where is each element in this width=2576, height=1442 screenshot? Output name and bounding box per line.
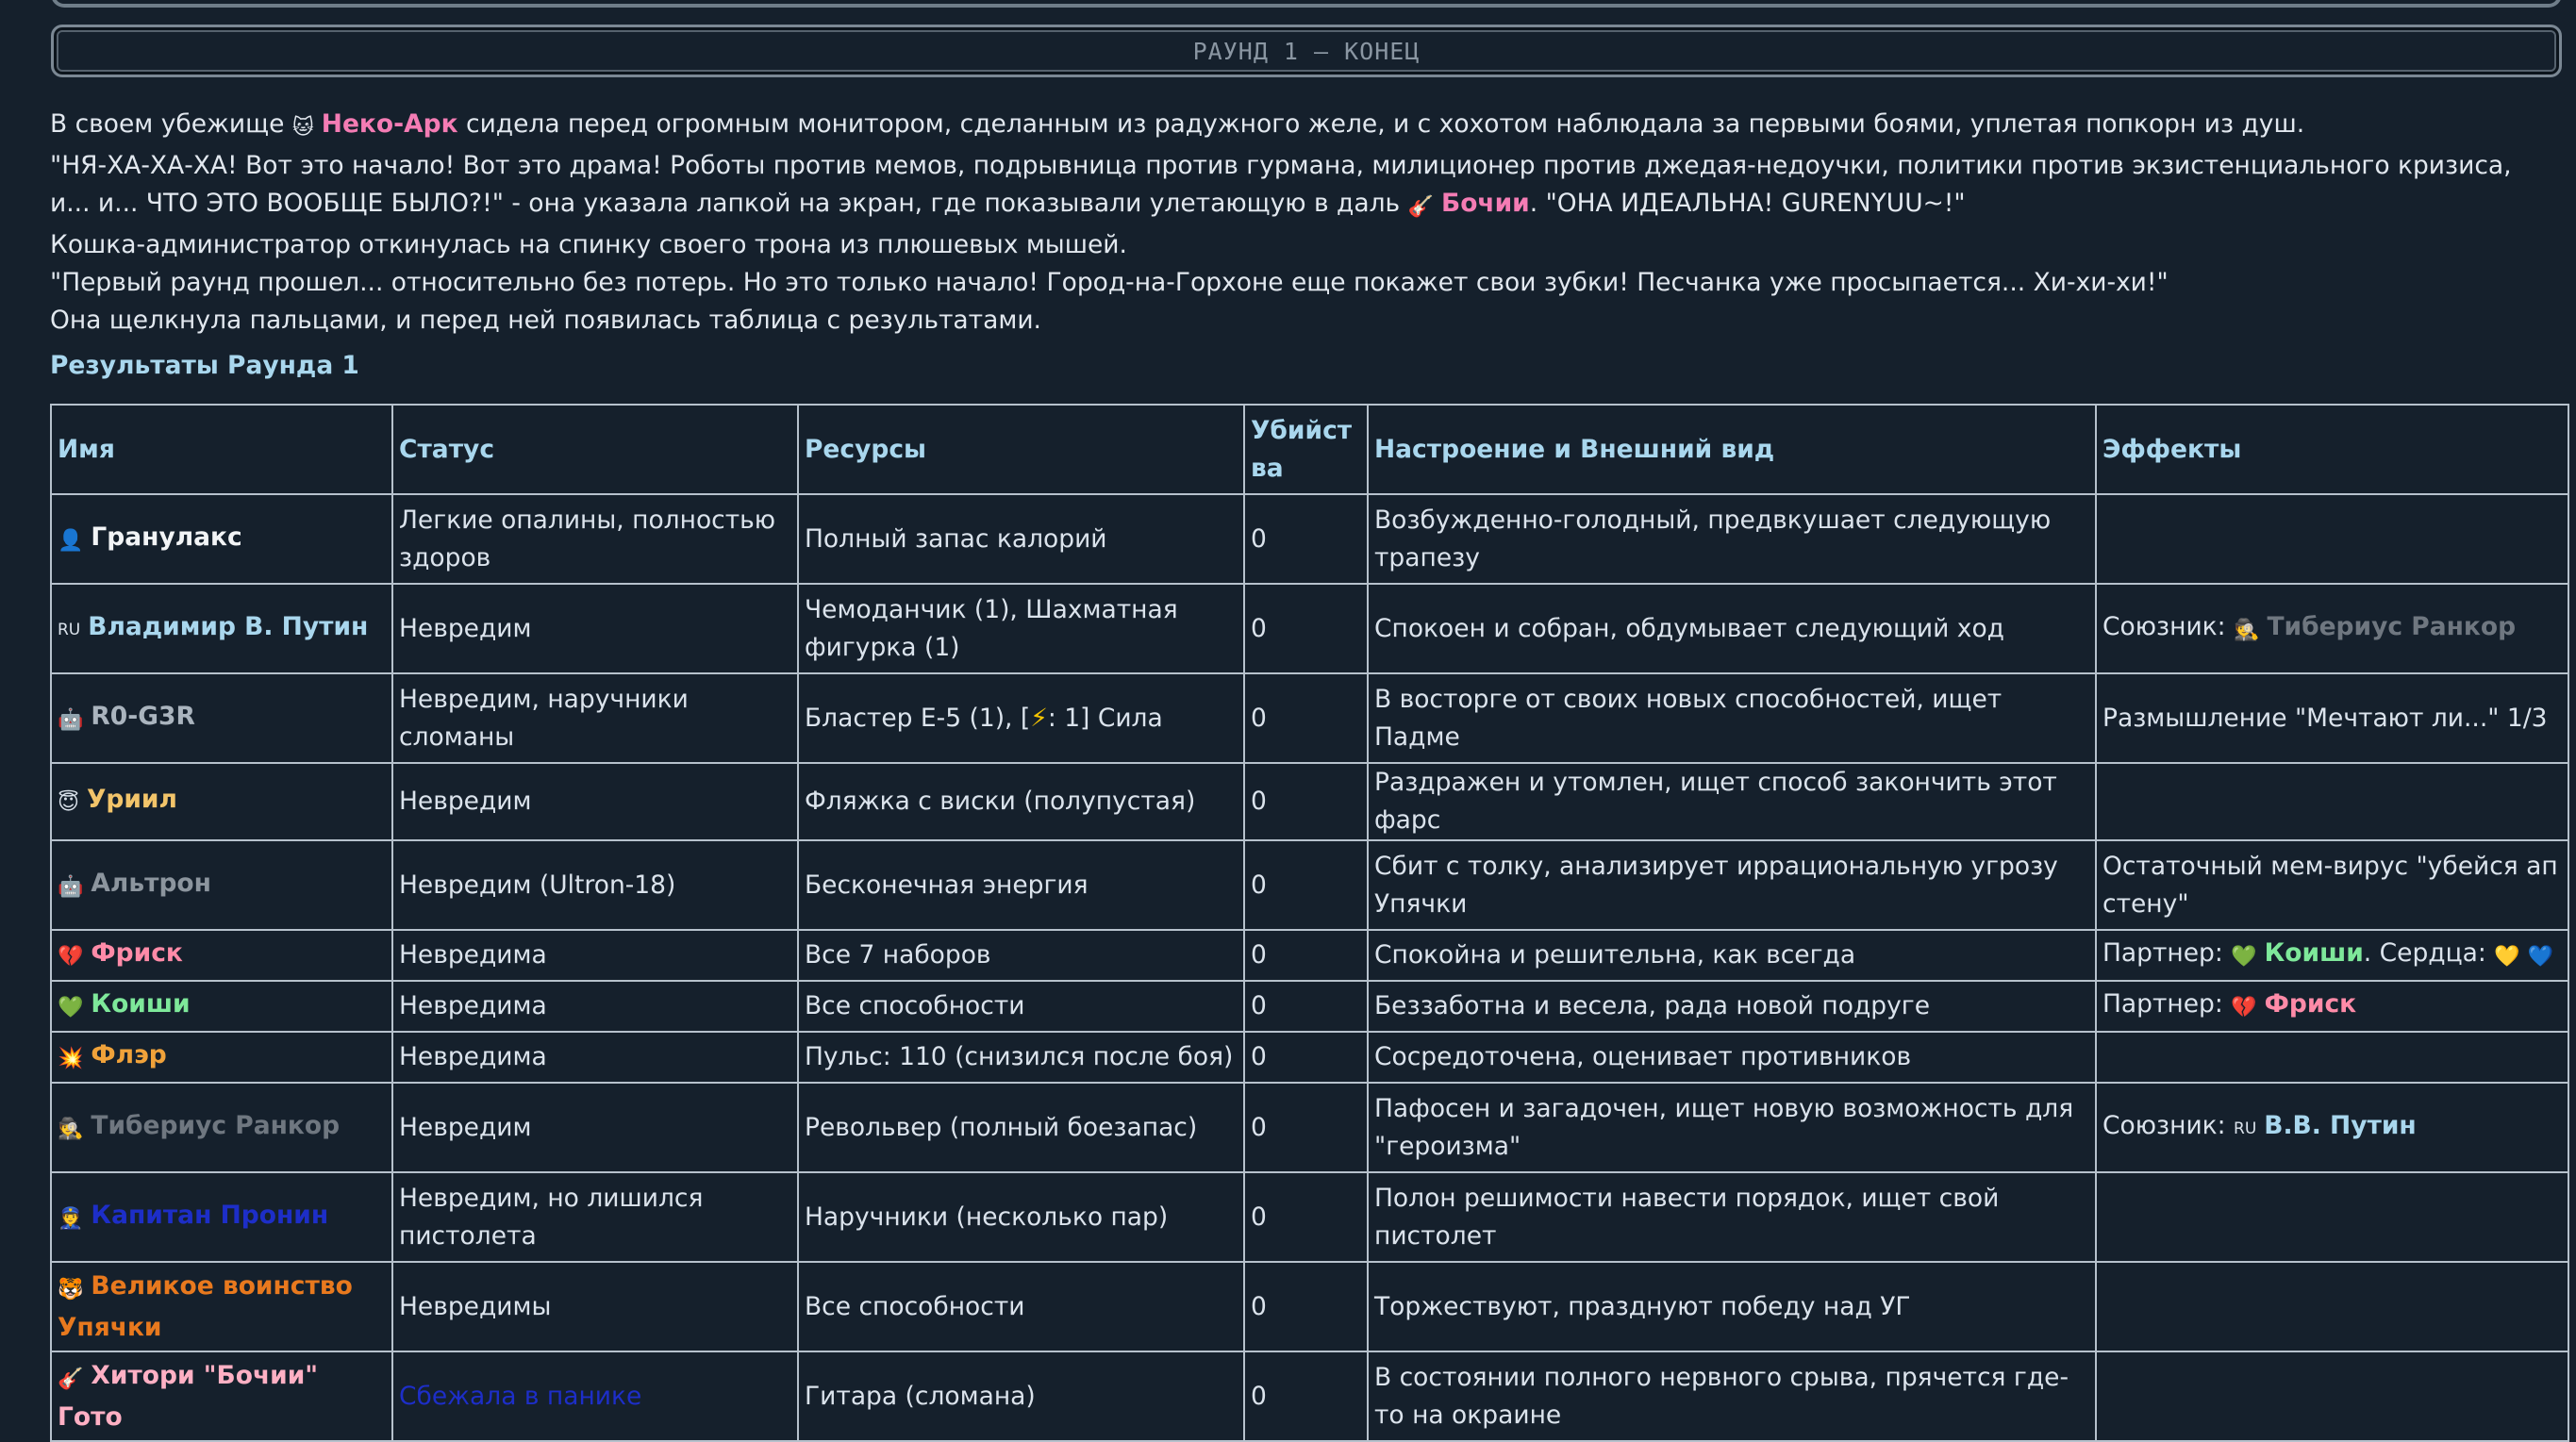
cell-status: Невредим, наручники сломаны (392, 673, 798, 763)
cell-kills: 0 (1244, 673, 1368, 763)
cell-status: Легкие опалины, полностью здоров (392, 494, 798, 584)
effect-label: Партнер: (2102, 938, 2232, 968)
effect-text: . Сердца: (2363, 938, 2495, 968)
column-header-name: Имя (51, 405, 392, 494)
cell-resources: Револьвер (полный боезапас) (798, 1083, 1244, 1172)
table-row (51, 494, 2568, 584)
cell-status: Невредимы (392, 1262, 798, 1351)
broken-heart-icon: 💔 (2231, 996, 2257, 1019)
character-name: Владимир В. Путин (88, 612, 369, 641)
cell-name (51, 763, 392, 840)
cell-mood: Беззаботна и весела, рада новой подруге (1368, 981, 2096, 1032)
table-row (51, 930, 2568, 981)
lightning-icon: ⚡ (1030, 703, 1048, 733)
cell-resources: Все способности (798, 981, 1244, 1032)
results-heading: Результаты Раунда 1 (50, 351, 359, 380)
cell-name (51, 494, 392, 584)
halo-face-icon: 😇 (58, 791, 79, 815)
story-text (50, 106, 2559, 340)
cell-name (51, 584, 392, 673)
cell-status: Невредима (392, 1032, 798, 1083)
guitar-icon: 🎸 (58, 1367, 84, 1391)
character-name: Фриск (91, 938, 183, 968)
column-header-effects: Эффекты (2096, 405, 2568, 494)
cell-effects: Остаточный мем-вирус "убейся ап стену" (2096, 840, 2568, 930)
character-name-neko-arc: Неко-Арк (321, 109, 458, 139)
cell-effects (2096, 1032, 2568, 1083)
cell-effects (2096, 930, 2568, 981)
story-paragraph-3: Кошка-администратор откинулась на спинку своего трона из плюшевых мышей. (50, 230, 1127, 259)
story-text-segment: . "ОНА ИДЕАЛЬНА! GURENYUU~!" (1529, 189, 1966, 218)
yellow-heart-icon: 💛 (2494, 945, 2520, 969)
cell-name (51, 981, 392, 1032)
column-header-resources: Ресурсы (798, 405, 1244, 494)
cell-name (51, 1262, 392, 1351)
cell-kills: 0 (1244, 584, 1368, 673)
cell-resources: Пульс: 110 (снизился после боя) (798, 1032, 1244, 1083)
cell-status: Невредима (392, 981, 798, 1032)
cell-name (51, 1032, 392, 1083)
character-name: Альтрон (91, 868, 211, 898)
cell-status: Сбежала в панике (392, 1351, 798, 1441)
detective-icon: 🕵 (58, 1117, 84, 1141)
character-name-bocchi: Бочии (1441, 189, 1530, 218)
effect-label: Партнер: (2102, 989, 2232, 1019)
cell-resources: Все 7 наборов (798, 930, 1244, 981)
table-row (51, 1351, 2568, 1441)
cell-mood: Спокоен и собран, обдумывает следующий ход (1368, 584, 2096, 673)
story-paragraph-2 (50, 147, 2559, 226)
cell-effects (2096, 584, 2568, 673)
cell-effects (2096, 494, 2568, 584)
cell-status: Невредима (392, 930, 798, 981)
green-heart-icon: 💚 (58, 996, 84, 1019)
cell-effects (2096, 981, 2568, 1032)
story-paragraph-1 (50, 106, 2559, 147)
cell-kills: 0 (1244, 1083, 1368, 1172)
story-paragraph-5: Она щелкнула пальцами, и перед ней появилась таблица с результатами. (50, 306, 1041, 335)
cell-kills: 0 (1244, 1262, 1368, 1351)
cell-mood: Сосредоточена, оценивает противников (1368, 1032, 2096, 1083)
cell-effects (2096, 1351, 2568, 1441)
cell-status: Невредим (392, 584, 798, 673)
russia-flag-icon: RU (58, 621, 81, 639)
cell-status: Невредим, но лишился пистолета (392, 1172, 798, 1262)
character-name: Флэр (91, 1040, 167, 1069)
resource-text: : 1] Сила (1047, 703, 1163, 733)
character-name: Хитори "Бочии" Гото (58, 1360, 319, 1432)
cell-mood: Пафосен и загадочен, ищет новую возможность для "героизма" (1368, 1083, 2096, 1172)
cell-effects (2096, 763, 2568, 840)
character-name: Великое воинство Упячки (58, 1270, 353, 1342)
table-row (51, 584, 2568, 673)
table-header-row (51, 405, 2568, 494)
cell-status: Невредим (Ultron-18) (392, 840, 798, 930)
cell-kills: 0 (1244, 981, 1368, 1032)
character-name: Коиши (91, 989, 191, 1019)
detective-icon: 🕵 (2234, 618, 2260, 642)
russia-flag-icon: RU (2234, 1119, 2257, 1138)
table-row (51, 763, 2568, 840)
round-banner: РАУНД 1 – КОНЕЦ (51, 25, 2562, 77)
cell-mood: В восторге от своих новых способностей, ищет Падме (1368, 673, 2096, 763)
cell-effects (2096, 1083, 2568, 1172)
tiger-face-icon: 🐯 (58, 1277, 84, 1301)
cat-icon: 🐱 (291, 116, 314, 140)
character-name: Гранулакс (91, 522, 242, 552)
table-row (51, 1032, 2568, 1083)
cell-mood: Спокойна и решительна, как всегда (1368, 930, 2096, 981)
blue-heart-icon: 💙 (2527, 945, 2554, 969)
cell-status: Невредим (392, 763, 798, 840)
cell-name (51, 1172, 392, 1262)
cell-resources: Бесконечная энергия (798, 840, 1244, 930)
story-text-segment: "НЯ-ХА-ХА-ХА! Вот это начало! Вот это драма! Роботы против мемов, подрывница против гурмана, милиционер против джедая-недоучки, политики против экзистенциального кризиса, и... и... ЧТО ЭТО ВООБЩЕ БЫЛО?!" - она указала лапкой на экран, где показывали улетающую в даль (50, 151, 2512, 218)
cell-effects (2096, 1172, 2568, 1262)
cell-name (51, 930, 392, 981)
resource-text: Бластер Е-5 (1), [ (805, 703, 1031, 733)
cell-mood: Полон решимости навести порядок, ищет свой пистолет (1368, 1172, 2096, 1262)
partner-name: Фриск (2264, 989, 2357, 1019)
cell-kills: 0 (1244, 1351, 1368, 1441)
cell-name (51, 1351, 392, 1441)
cell-resources: Полный запас калорий (798, 494, 1244, 584)
robot-icon: 🤖 (58, 707, 84, 732)
cell-kills: 0 (1244, 840, 1368, 930)
ally-name: В.В. Путин (2264, 1111, 2417, 1140)
cell-resources: Фляжка с виски (полупустая) (798, 763, 1244, 840)
cell-mood: Торжествуют, празднуют победу над УГ (1368, 1262, 2096, 1351)
story-paragraph-4: "Первый раунд прошел... относительно без потерь. Но это только начало! Город-на-Горхоне еще покажет свои зубки! Песчанка уже просыпается... Хи-хи-хи!" (50, 268, 2169, 297)
cell-mood: Сбит с толку, анализирует иррациональную угрозу Упячки (1368, 840, 2096, 930)
top-panel-edge (51, 0, 2562, 8)
cell-name (51, 1083, 392, 1172)
cell-resources: Гитара (сломана) (798, 1351, 1244, 1441)
table-row (51, 673, 2568, 763)
character-name: R0-G3R (91, 701, 195, 731)
table-row (51, 1262, 2568, 1351)
cell-kills: 0 (1244, 494, 1368, 584)
table-row (51, 840, 2568, 930)
police-officer-icon: 👮 (58, 1206, 84, 1231)
column-header-status: Статус (392, 405, 798, 494)
cell-kills: 0 (1244, 930, 1368, 981)
story-text-segment: В своем убежище (50, 109, 292, 139)
table-row (51, 1083, 2568, 1172)
story-text-segment: сидела перед огромным монитором, сделанным из радужного желе, и с хохотом наблюдала за первыми боями, уплетая попкорн из душ. (457, 109, 2305, 139)
cell-resources: Наручники (несколько пар) (798, 1172, 1244, 1262)
cell-kills: 0 (1244, 1032, 1368, 1083)
cell-kills: 0 (1244, 1172, 1368, 1262)
cell-mood: Раздражен и утомлен, ищет способ закончить этот фарс (1368, 763, 2096, 840)
cell-name (51, 673, 392, 763)
results-table (50, 404, 2569, 1442)
cell-mood: В состоянии полного нервного срыва, прячется где-то на окраине (1368, 1351, 2096, 1441)
character-name: Уриил (86, 785, 177, 814)
cell-status: Невредим (392, 1083, 798, 1172)
cell-resources: Все способности (798, 1262, 1244, 1351)
character-name: Тибериус Ранкор (91, 1110, 341, 1140)
ally-name: Тибериус Ранкор (2267, 611, 2517, 641)
partner-name: Коиши (2264, 938, 2364, 968)
cell-mood: Возбужденно-голодный, предвкушает следующую трапезу (1368, 494, 2096, 584)
robot-icon: 🤖 (58, 874, 84, 899)
effect-label: Союзник: (2102, 611, 2235, 641)
column-header-kills: Убийства (1244, 405, 1368, 494)
effect-label: Союзник: (2102, 1111, 2235, 1140)
green-heart-icon: 💚 (2231, 945, 2257, 969)
character-name: Капитан Пронин (91, 1200, 329, 1230)
cell-effects: Размышление "Мечтают ли..." 1/3 (2096, 673, 2568, 763)
explosion-icon: 💥 (58, 1047, 84, 1070)
table-row (51, 1172, 2568, 1262)
column-header-mood: Настроение и Внешний вид (1368, 405, 2096, 494)
cell-name (51, 840, 392, 930)
broken-heart-icon: 💔 (58, 945, 84, 969)
cell-resources (798, 673, 1244, 763)
cell-kills: 0 (1244, 763, 1368, 840)
cell-resources: Чемоданчик (1), Шахматная фигурка (1) (798, 584, 1244, 673)
guitar-icon: 🎸 (1407, 195, 1434, 219)
cell-effects (2096, 1262, 2568, 1351)
table-row (51, 981, 2568, 1032)
person-silhouette-icon: 👤 (58, 528, 84, 553)
